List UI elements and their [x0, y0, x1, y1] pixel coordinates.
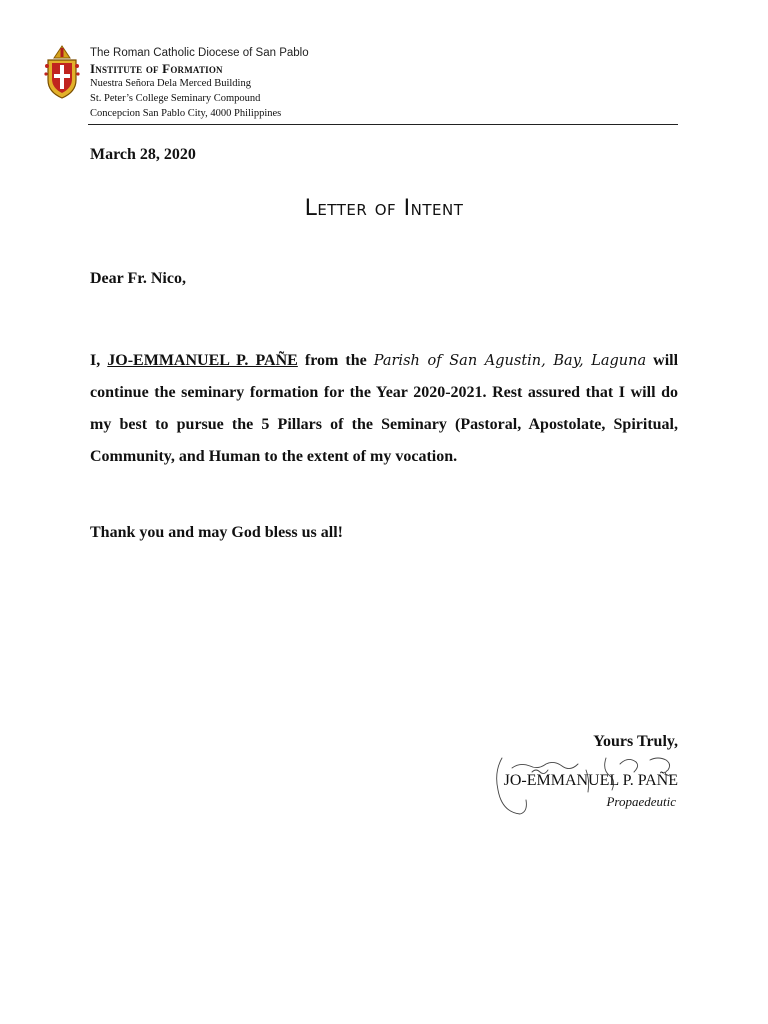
body-from: from the	[304, 352, 367, 369]
letter-body-paragraph	[90, 345, 678, 473]
letter-salutation: Dear Fr. Nico,	[90, 270, 186, 287]
letterhead-compound: St. Peter’s College Seminary Compound	[90, 93, 261, 104]
signer-name: JO-EMMANUEL P. PAÑE	[503, 772, 678, 789]
body-intro: I,	[90, 352, 101, 369]
letterhead-divider	[88, 124, 678, 125]
letterhead	[90, 46, 309, 121]
letterhead-address: Concepcion San Pablo City, 4000 Philippines	[90, 108, 282, 119]
body-author-name: JO-EMMANUEL P. PAÑE	[107, 352, 298, 369]
body-rest: will continue the seminary formation for the Year 2020-2021. Rest assured that I will do my best to pursue the 5 Pillars of the Seminary (Pastoral, Apostolate, Spiritual, Community, and Human to the extent of my vocation.	[90, 352, 679, 465]
letterhead-building: Nuestra Señora Dela Merced Building	[90, 78, 251, 89]
body-parish: Parish of San Agustin, Bay, Laguna	[373, 353, 647, 369]
letter-closing: Yours Truly,	[593, 733, 678, 750]
letterhead-institute: Institute of Formation	[90, 61, 223, 76]
letter-date: March 28, 2020	[90, 146, 196, 163]
letterhead-diocese: The Roman Catholic Diocese of San Pablo	[90, 47, 309, 59]
letter-title: Letter of Intent	[304, 196, 464, 221]
diocese-crest-logo	[44, 44, 80, 100]
signer-role: Propaedeutic	[606, 794, 676, 809]
letter-thanks: Thank you and may God bless us all!	[90, 524, 343, 541]
